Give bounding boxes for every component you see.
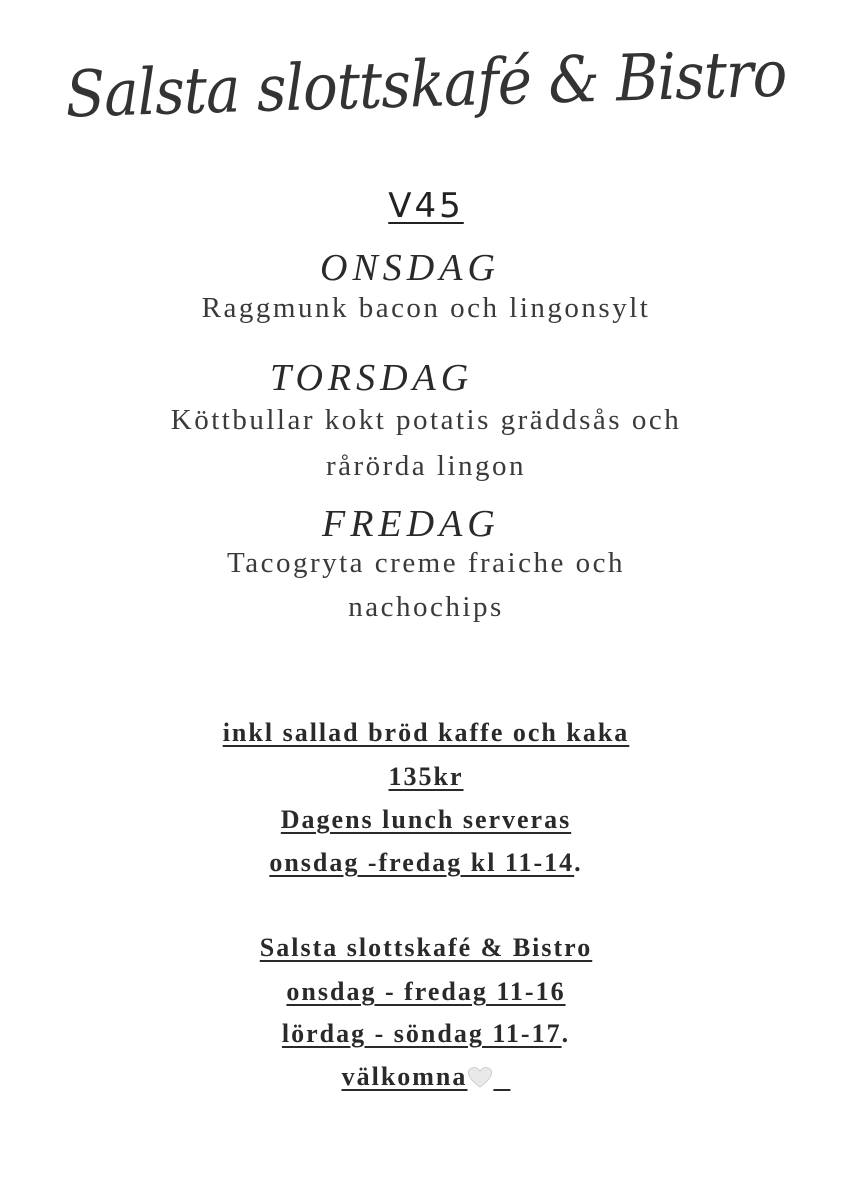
day-heading-onsdag: ONSDAG [320,247,500,289]
cafe-title: Salsta slottskafé & Bistro [64,37,788,133]
lunch-served-text: Dagens lunch serveras [280,805,572,834]
lunch-days-period: . [574,848,583,877]
dish-fredag-line-1: Tacogryta creme fraiche och [227,547,625,579]
dish-torsdag-line-1: Köttbullar kokt potatis gräddsås och [170,404,682,436]
week-number: V45 [388,186,464,226]
hours-weekdays: onsdag - fredag 11-16 [286,977,566,1006]
welcome-word: välkomna [341,1062,468,1091]
dish-onsdag-line-1: Raggmunk bacon och lingonsylt [201,292,651,324]
lunch-days-text: onsdag -fredag kl 11-14. [269,848,583,877]
price-text: 135kr [388,762,464,791]
white-heart-icon [467,1066,493,1088]
hours-weekend: lördag - söndag 11-17. [281,1019,571,1048]
dish-fredag-line-2: nachochips [348,591,504,623]
dish-torsdag-line-2: rårörda lingon [325,450,527,482]
day-heading-fredag: FREDAG [322,503,500,545]
day-heading-torsdag: TORSDAG [270,357,474,399]
includes-text: inkl sallad bröd kaffe och kaka [222,718,630,747]
hours-cafe-name: Salsta slottskafé & Bistro [259,933,593,962]
welcome-text [0,1062,852,1092]
week-label [0,186,852,226]
hours-weekend-period: . [561,1019,571,1048]
